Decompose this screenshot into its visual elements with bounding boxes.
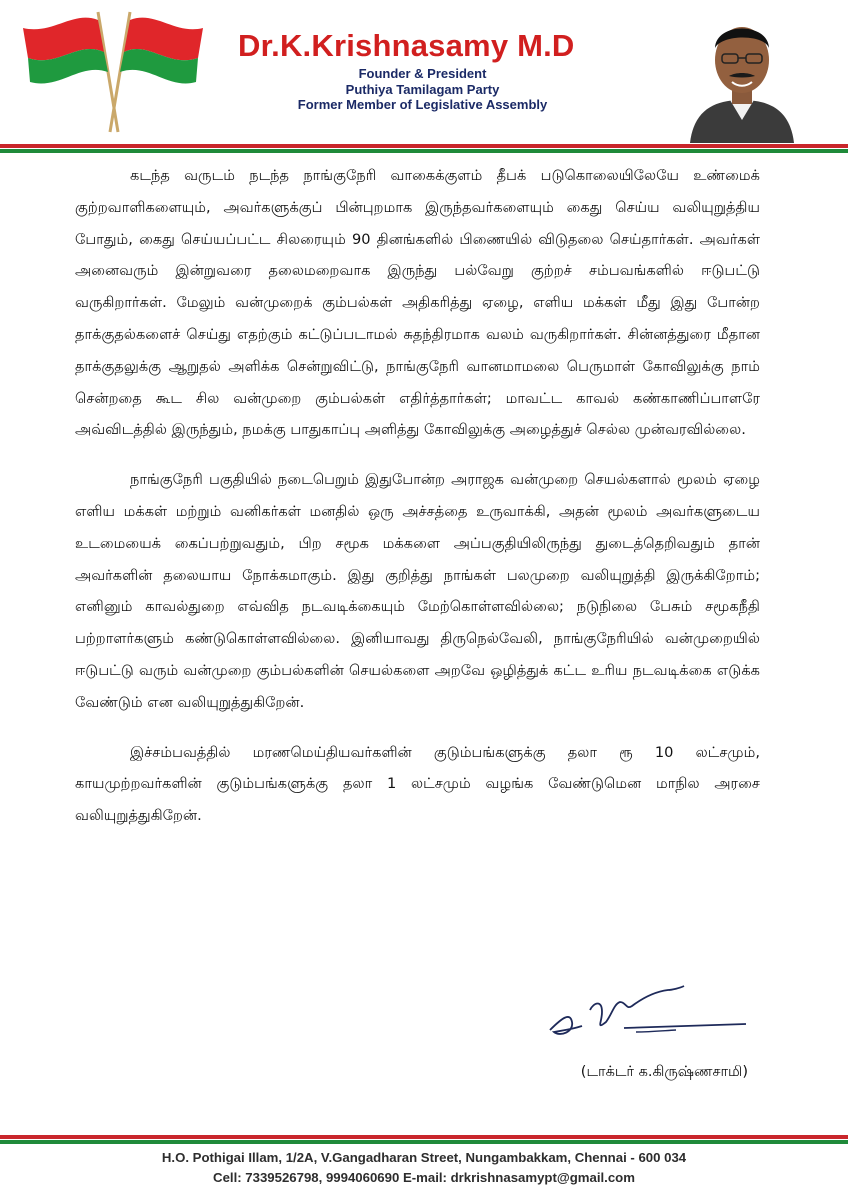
letterhead <box>0 0 848 150</box>
footer-contact: Cell: 7339526798, 9994060690 E-mail: drkrishnasamypt@gmail.com <box>213 1170 635 1185</box>
header-rule-green <box>0 149 848 153</box>
paragraph-1: கடந்த வருடம் நடந்த நாங்குநேரி வாகைக்குளம் தீபக் படுகொலையிலேயே உண்மைக் குற்றவாளிகளையும், அவர்களுக்குப் பின்புறமாக இருந்தவர்களையும் கைது செய்ய வலியுறுத்திய போதும், கைது செய்யப்பட்ட சிலரையும் 90 தினங்களில் பிணையில் விடுதலை செய்தார்கள். அவர்கள் அனைவரும் இன்றுவரை தலைமறைவாக இருந்து பல்வேறு குற்றச் சம்பவங்களில் ஈடுபட்டு வருகிறார்கள். மேலும் வன்முறைக் கும்பல்கள் அதிகரித்து ஏழை, எளிய மக்கள் மீது இது போன்ற தாக்குதல்களைச் செய்து எதற்கும் கட்டுப்படாமல் சுதந்திரமாக வலம் வருகிறார்கள். சின்னத்துரை மீதான தாக்குதலுக்கு ஆறுதல் அளிக்க சென்றுவிட்டு, நாங்குநேரி வானமாமலை பெருமாள் கோவிலுக்கு நாம் சென்றதை கூட சில வன்முறை கும்பல்கள் எதிர்த்தார்கள்; மாவட்ட காவல் கண்காணிப்பாளரே அவ்விடத்தில் இருந்தும், நமக்கு பாதுகாப்பு அளித்து கோவிலுக்கு அழைத்துச் செல்ல முன்வரவில்லை. <box>75 167 760 439</box>
handwritten-signature <box>540 982 750 1044</box>
signatory-name: (டாக்டர் க.கிருஷ்ணசாமி) <box>580 1064 748 1080</box>
role-founder: Founder & President <box>358 66 487 81</box>
footer-rule-green <box>0 1140 848 1144</box>
paragraph-3: இச்சம்பவத்தில் மரணமெய்தியவர்களின் குடும்பங்களுக்கு தலா ரூ 10 லட்சமும், காயமுற்றவர்களின் குடும்பங்களுக்கு தலா 1 லட்சமும் வழங்க வேண்டுமென மாநில அரசை வலியுறுத்துகிறேன். <box>75 743 760 825</box>
role-party: Puthiya Tamilagam Party <box>345 81 500 97</box>
letter-body <box>75 160 760 850</box>
footer-rule-red <box>0 1135 848 1139</box>
letterhead-name: Dr.K.Krishnasamy M.D <box>238 28 575 63</box>
footer <box>0 1148 848 1188</box>
footer-address: H.O. Pothigai Illam, 1/2A, V.Gangadharan Street, Nungambakkam, Chennai - 600 034 <box>161 1150 687 1165</box>
paragraph-2: நாங்குநேரி பகுதியில் நடைபெறும் இதுபோன்ற அராஜக வன்முறை செயல்களால் மூலம் ஏழை எளிய மக்கள் மற்றும் வனிகர்கள் மனதில் ஒரு அச்சத்தை உருவாக்கி, அதன் மூலம் அவர்களுடைய உடமையைக் கைப்பற்றுவதும், பிற சமூக மக்களை அப்பகுதியிலிருந்து துடைத்தெறிவதும் தான் அவர்களின் தலையாய நோக்கமாகும். இது குறித்து நாங்கள் பலமுறை வலியுறுத்தி இருக்கிறோம்; எனினும் காவல்துறை எவ்வித நடவடிக்கையும் மேற்கொள்ளவில்லை; நடுநிலை பேசும் சமூகநீதி பற்றாளர்களும் கண்டுகொள்ளவில்லை. இனியாவது திருநெல்வேலி, நாங்குநேரியில் வன்முறையில் ஈடுபட்டு வரும் வன்முறை கும்பல்களின் செயல்களை அறவே ஒழித்துக் கட்ட உரிய நடவடிக்கை எடுக்க வேண்டும் என வலியுறுத்துகிறேன். <box>75 471 760 711</box>
letterhead-roles <box>250 66 595 113</box>
party-flags-logo <box>18 10 208 135</box>
portrait-photo <box>682 8 802 143</box>
role-former-mla: Former Member of Legislative Assembly <box>297 97 548 112</box>
header-rule-red <box>0 144 848 148</box>
